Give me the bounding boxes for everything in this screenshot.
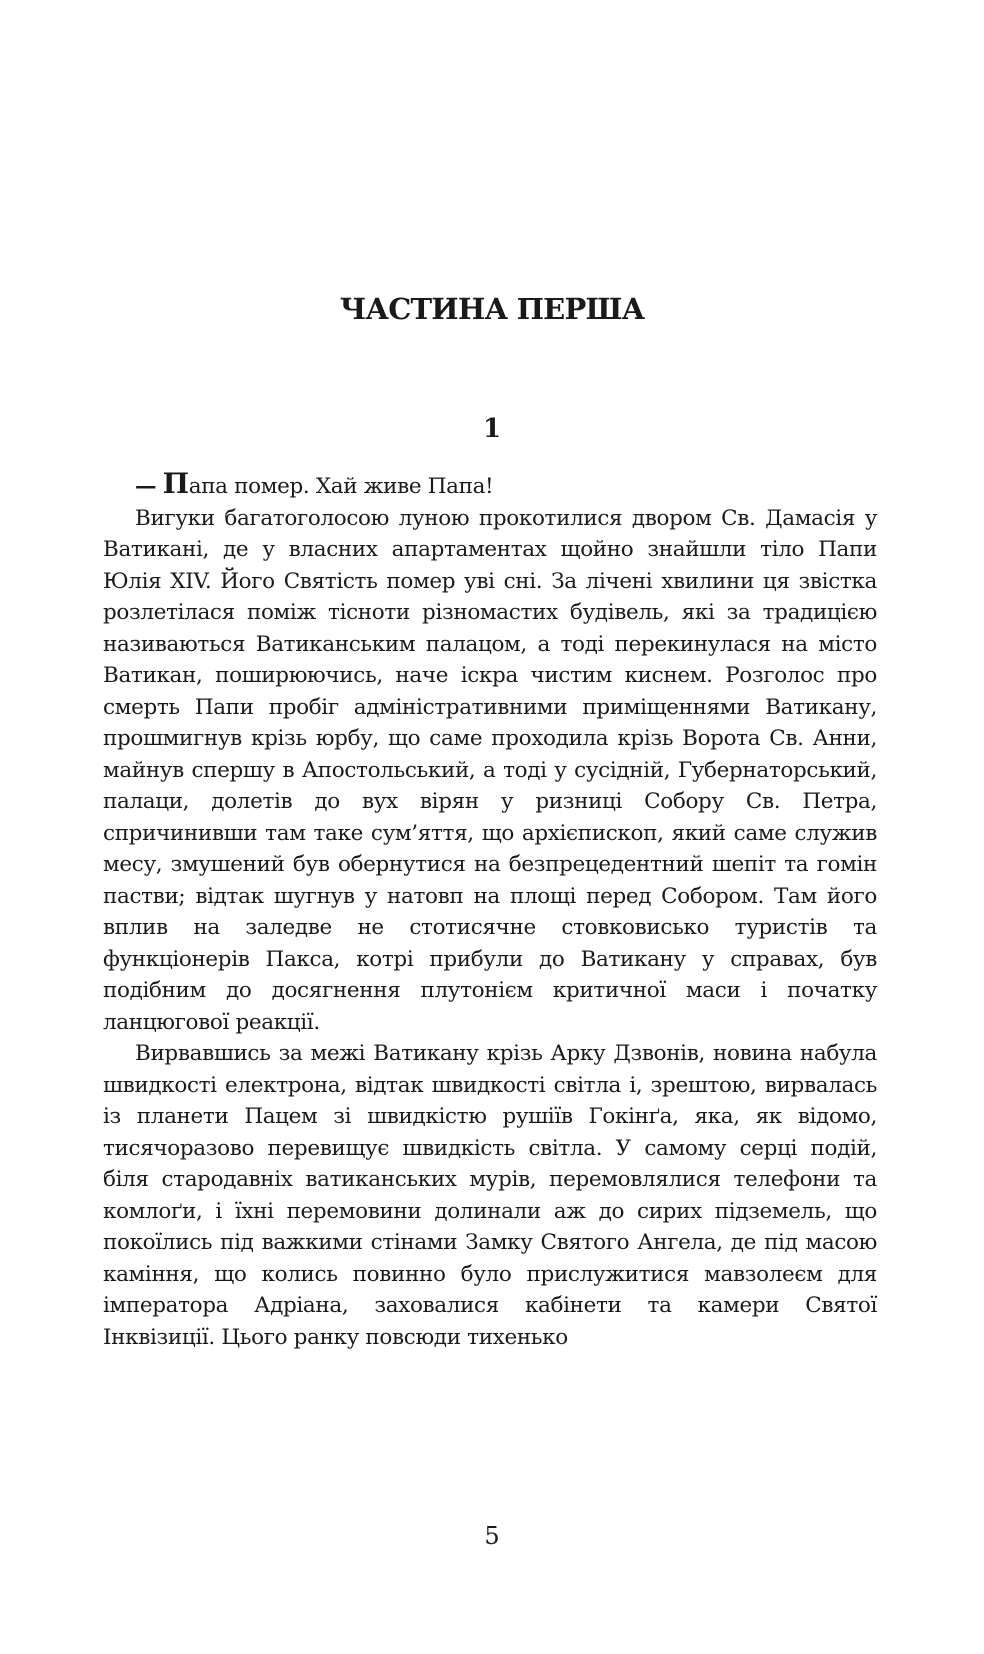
dialogue-text: апа помер. Хай живе Папа! [188, 474, 494, 499]
paragraph: Вигуки багатоголосою луною прокотилися двором Св. Дамасія у Ватикані, де у власних апартаментах щойно знайшли тіло Папи Юлія XIV. Його Святість помер уві сні. За лічені хвилини ця звістка розлетілася поміж тісноти різномастих будівель, які за традицією називаються Ватиканським палацом, а тоді перекинулася на місто Ватикан, поширюючись, наче іскра чистим киснем. Розголос про смерть Папи пробіг адміністративними приміщеннями Ватикану, прошмигнув крізь юрбу, що саме проходила крізь Ворота Св. Анни, майнув спершу в Апостольський, а тоді у сусідній, Губернаторський, палаци, долетів до вух вірян у ризниці Собору Св. Петра, спричинивши там таке сум’яття, що архієпископ, який саме служив месу, змушений був обернутися на безпрецедентний шепіт та гомін пастви; відтак шугнув у натовп на площі перед Собором. Там його вплив на заледве не стотисячне стовковисько туристів та функціонерів Пакса, котрі прибули до Ватикану у справах, був подібним до досягнення плутонієм критичної маси і початку ланцюгової реакції. [103, 505, 877, 1035]
part-title: ЧАСТИНА ПЕРША [339, 292, 645, 326]
dialogue-dash: — [135, 474, 157, 499]
page-number: 5 [484, 1522, 500, 1550]
dialogue-paragraph [103, 467, 877, 503]
chapter-number: 1 [482, 414, 502, 444]
drop-cap: П [162, 467, 189, 500]
chapter-body [103, 467, 877, 1353]
paragraph: Вирвавшись за межі Ватикану крізь Арку Дзвонів, новина набула швидкості електрона, відтак швидкості світла і, зрештою, вирвалась із планети Пацем зі швидкістю рушіїв Гокінґа, яка, як відомо, тисячоразово перевищує швидкість світла. У самому серці подій, біля стародавніх ватиканських мурів, перемовлялися телефони та комлоґи, і їхні перемовини долинали аж до сирих підземель, що покоїлись під важкими стінами Замку Святого Ангела, де під масою каміння, що колись повинно було прислужитися мавзолеєм для імператора Адріана, заховалися кабінети та камери Святої Інквізиції. Цього ранку повсюди тихенько [103, 1041, 877, 1350]
